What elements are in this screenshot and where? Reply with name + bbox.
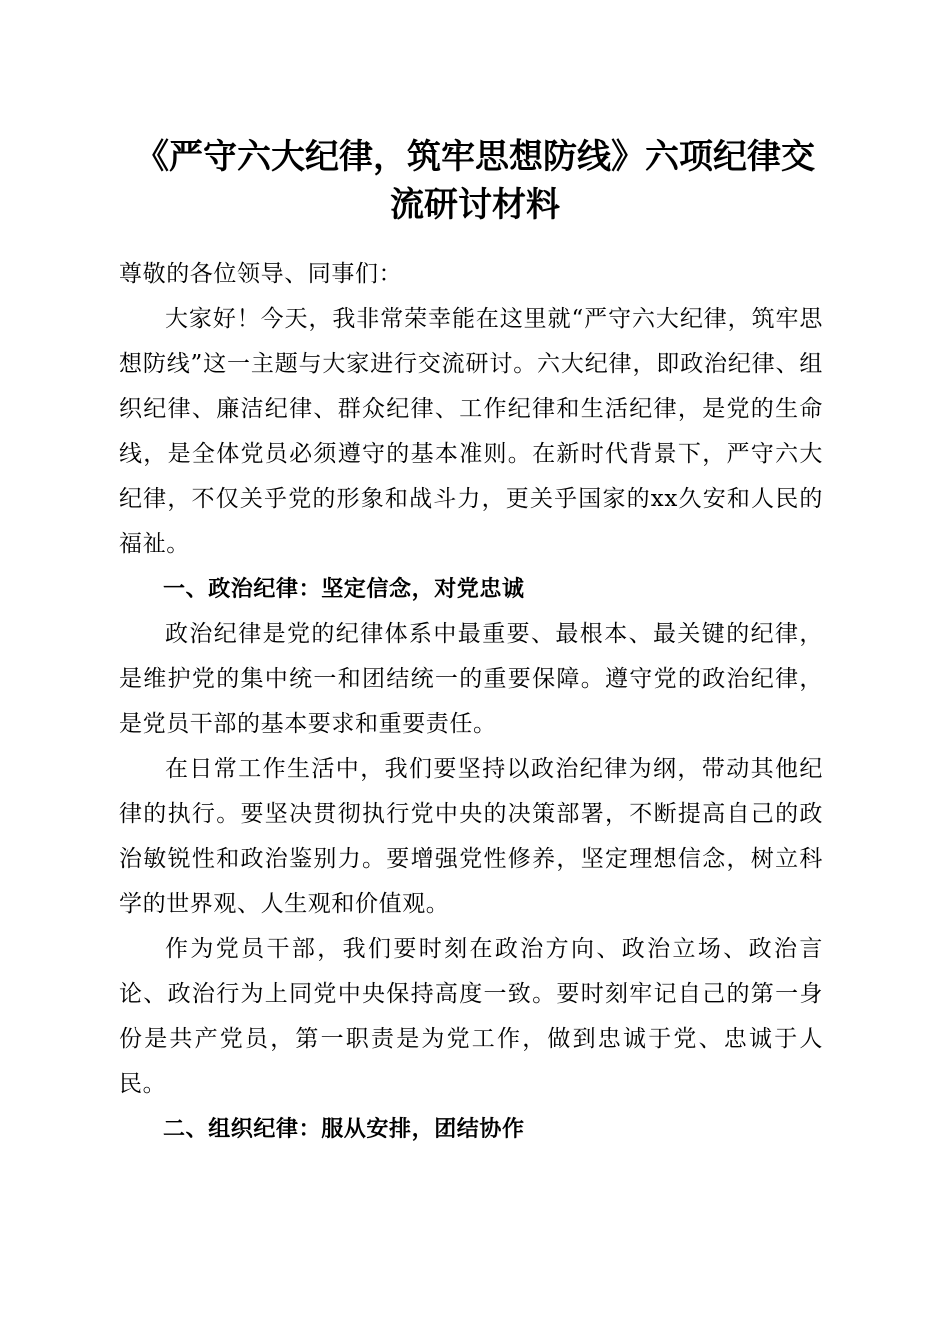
section-2-heading: 二、组织纪律：服从安排，团结协作 [163, 1117, 525, 1142]
document-title [110, 133, 840, 229]
section-1-paragraph-2: 在日常工作生活中，我们要坚持以政治纪律为纲，带动其他纪律的执行。要坚决贯彻执行党中央的决策部署，不断提高自己的政治敏锐性和政治鉴别力。要增强党性修养，坚定理想信念，树立科学的世界观、人生观和价值观。 [119, 756, 823, 917]
salutation: 尊敬的各位领导、同事们： [119, 261, 403, 287]
section-1-paragraph-1: 政治纪律是党的纪律体系中最重要、最根本、最关键的纪律，是维护党的集中统一和团结统一的重要保障。遵守党的政治纪律，是党员干部的基本要求和重要责任。 [119, 621, 823, 737]
document-title-line-1: 《严守六大纪律，筑牢思想防线》六项纪律交 [135, 137, 815, 177]
section-1-paragraph-3: 作为党员干部，我们要时刻在政治方向、政治立场、政治言论、政治行为上同党中央保持高度一致。要时刻牢记自己的第一身份是共产党员，第一职责是为党工作，做到忠诚于党、忠诚于人民。 [119, 936, 823, 1097]
intro-paragraph: 大家好！今天，我非常荣幸能在这里就“严守六大纪律，筑牢思想防线”这一主题与大家进行交流研讨。六大纪律，即政治纪律、组织纪律、廉洁纪律、群众纪律、工作纪律和生活纪律，是党的生命线，是全体党员必须遵守的基本准则。在新时代背景下，严守六大纪律，不仅关乎党的形象和战斗力，更关乎国家的xx久安和人民的福祉。 [119, 306, 823, 557]
section-1-heading: 一、政治纪律：坚定信念，对党忠诚 [163, 577, 525, 602]
document-title-line-2: 流研讨材料 [390, 185, 560, 225]
document-body [119, 252, 823, 1152]
